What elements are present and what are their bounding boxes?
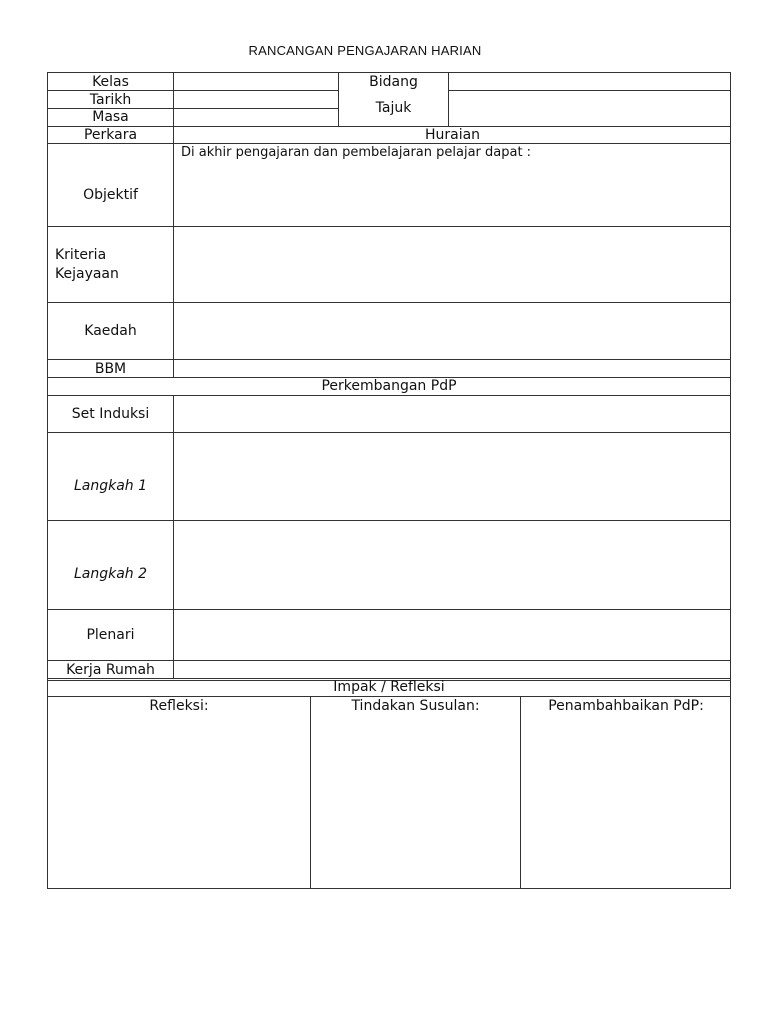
langkah2-field[interactable] [174,521,731,609]
row-divider [448,90,731,91]
penambahbaikan-field[interactable] [521,716,731,889]
kriteria-label-line1: Kriteria [55,247,107,263]
tindakan-susulan-field[interactable] [311,716,520,889]
objektif-field[interactable] [174,162,731,226]
langkah1-label: Langkah 1 [73,478,148,494]
huraian-header: Huraian [424,127,481,143]
tindakan-susulan-label: Tindakan Susulan: [351,698,480,714]
impak-heading: Impak / Refleksi [333,679,445,695]
perkembangan-heading: Perkembangan PdP [321,378,457,394]
kaedah-field[interactable] [174,303,731,359]
plenari-field[interactable] [174,610,731,660]
perkara-header: Perkara [83,127,138,143]
set-induksi-label: Set Induksi [71,406,150,422]
langkah1-field[interactable] [174,433,731,520]
column-divider [448,72,449,126]
kriteria-field[interactable] [174,227,731,302]
kelas-label: Kelas [92,74,129,90]
masa-label: Masa [92,109,129,125]
document-title: RANCANGAN PENGAJARAN HARIAN [248,43,482,58]
tarikh-label: Tarikh [89,92,132,108]
plenari-label: Plenari [86,627,135,643]
objektif-label: Objektif [83,187,138,203]
set-induksi-field[interactable] [174,396,731,432]
bidang-label: Bidang [369,74,418,90]
bbm-label: BBM [94,361,127,377]
bbm-field[interactable] [174,360,731,377]
refleksi-label: Refleksi: [149,698,209,714]
langkah2-label: Langkah 2 [73,566,148,582]
refleksi-field[interactable] [48,716,310,889]
kaedah-label: Kaedah [84,323,137,339]
kerja-rumah-field[interactable] [174,661,731,678]
objektif-text: Di akhir pengajaran dan pembelajaran pelajar dapat : [181,145,532,160]
kriteria-label-line2: Kejayaan [55,266,119,282]
tajuk-label: Tajuk [375,100,412,116]
kerja-rumah-label: Kerja Rumah [66,662,155,678]
penambahbaikan-label: Penambahbaikan PdP: [548,698,704,714]
